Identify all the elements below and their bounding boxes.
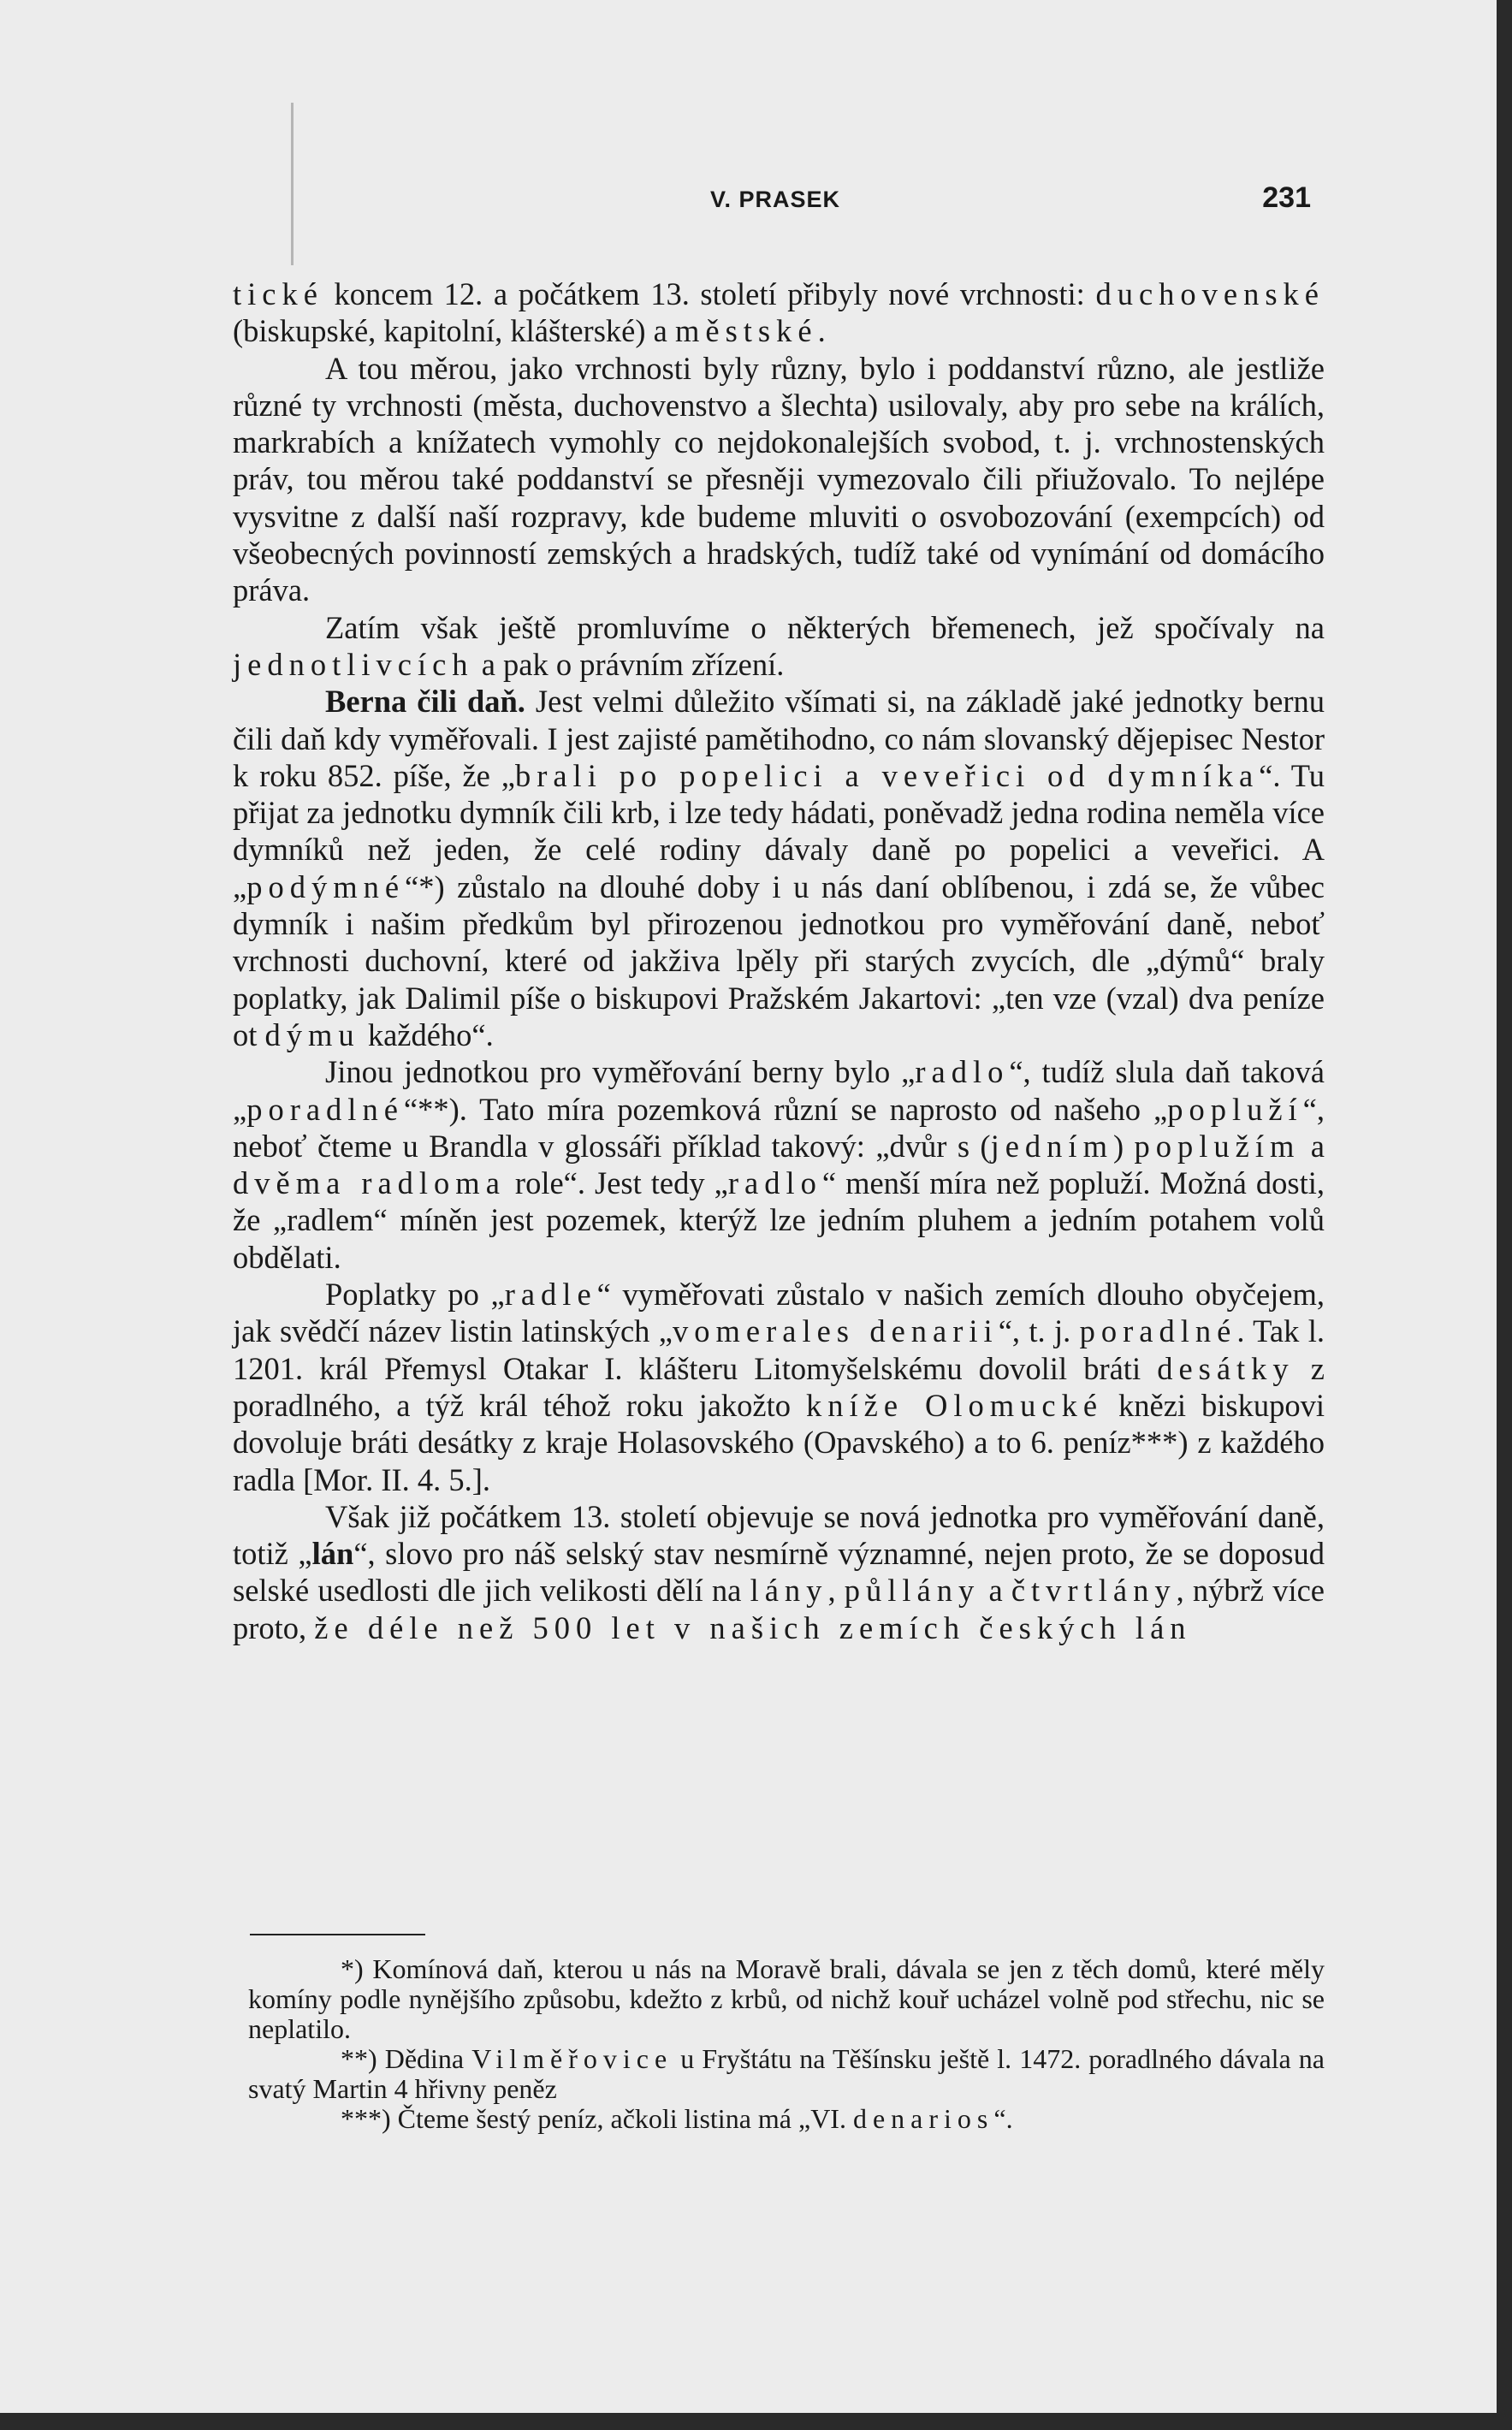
section-heading: Berna čili daň. — [325, 684, 525, 720]
spaced-word: dvěma radloma — [233, 1165, 506, 1201]
spaced-word: radlo — [915, 1054, 1010, 1090]
spaced-word: městské — [674, 313, 818, 349]
footnotes — [248, 1954, 1325, 2134]
paragraph-radlo: Jinou jednotkou pro vyměřování berny bylo „radlo“, tudíž slula daň taková „poradlné“**). Tato míra pozemková různí se naprosto od našeho „popluží“, neboť čteme u Brandla v glossáři příklad takový: „dvůr s (jedním) poplužím a dvěma radloma role“. Jest tedy „radlo“ menší míra než popluží. Možná dosti, že „radlem“ míněn jest pozemek, kterýž lze jedním pluhem a jedním potahem volů obdělati. — [233, 1054, 1325, 1275]
spaced-word: popluží — [1167, 1091, 1303, 1127]
spaced-word: že déle než 500 let v našich zemích českých lán — [314, 1609, 1192, 1645]
spaced-word: poradlné — [246, 1091, 404, 1127]
spaced-word: radle — [504, 1277, 597, 1313]
paragraph-lan: Však již počátkem 13. století objevuje se nová jednotka pro vyměřování daně, totiž „lán“, slovo pro náš selský stav nesmírně významné, nejen proto, že se doposud selské usedlosti dle jich velikosti dělí na lány, půllány a čtvrtlány, nýbrž více proto, že déle než 500 let v našich zemích českých lán — [233, 1498, 1325, 1645]
page-number: 231 — [1262, 181, 1311, 214]
spaced-word: duchovenské — [1095, 276, 1325, 311]
bold-word: lán — [311, 1536, 354, 1572]
spaced-word: radlo — [727, 1165, 822, 1201]
spaced-word: Vilměřovice — [471, 2043, 673, 2074]
spaced-word: tické — [233, 276, 323, 311]
spaced-word: jednotlivcích — [233, 646, 474, 682]
paragraph-3: Zatím však ještě promluvíme o některých břemenech, jež spočívaly na jednotlivcích a pak o právním zřízení. — [233, 609, 1325, 682]
running-head: V. PRASEK — [710, 187, 841, 212]
spaced-word: půllány — [844, 1573, 981, 1609]
spaced-word: dýmu — [264, 1016, 360, 1052]
footnote-2: **) Dědina Vilměřovice u Fryštátu na Těšínsku ještě l. 1472. poradlného dávala na svatý Martin 4 hřivny peněz — [248, 2043, 1325, 2104]
spaced-word: čtvrtlány — [1011, 1573, 1177, 1609]
spaced-word: brali po popelici a veveřici od dymníka — [514, 757, 1260, 793]
footnote-3: ***) Čteme šestý peníz, ačkoli listina má „VI. denarios“. — [341, 2103, 1013, 2134]
spaced-word: kníže Olomucké — [805, 1387, 1104, 1423]
spaced-word: denarios — [852, 2103, 994, 2134]
footnote-1: *) Komínová daň, kterou u nás na Moravě brali, dávala se jen z těch domů, které měly komíny podle nynějšího způsobu, kdežto z krbů, od nichž kouř ucházel volně pod střechu, nic se neplatilo. — [248, 1953, 1325, 2044]
paragraph-2: A tou měrou, jako vrchnosti byly různy, bylo i poddanství různo, ale jestliže různé ty vrchnosti (města, duchovenstvo a šlechta) usilovaly, aby pro sebe na králích, markrabích a knížatech vymohly co nejdokonalejších svobod, t. j. vrchnostenských práv, tou měrou také poddanství se přesněji vymezovalo čili přiužovalo. To nejlépe vysvitne z další naší rozpravy, kde budeme mluviti o osvobozování (exempcích) od všeobecných povinností zemských a hradských, tudíž také od vynímání od domácího práva. — [233, 350, 1325, 608]
spaced-word: poplužím — [1134, 1128, 1301, 1164]
scan-edge-right — [1497, 0, 1512, 2430]
paragraph-1: tické koncem 12. a počátkem 13. století přibyly nové vrchnosti: duchovenské (biskupské, kapitolní, klášterské) a městské. — [233, 276, 1325, 349]
scan-edge-bottom — [0, 2413, 1512, 2430]
spaced-word: jedním — [990, 1128, 1113, 1164]
spaced-word: lány — [750, 1573, 828, 1609]
spaced-word: desátky — [1157, 1350, 1295, 1386]
page-header — [231, 181, 1311, 224]
footnote-divider — [250, 1934, 425, 1935]
paragraph-poplatky: Poplatky po „radle“ vyměřovati zůstalo v našich zemích dlouho obyčejem, jak svědčí název listin latinských „vomerales denarii“, t. j. poradlné. Tak l. 1201. král Přemysl Otakar I. klášteru Litomyšelskému dovolil bráti desátky z poradlného, a týž král téhož roku jakožto kníže Olomucké knězi biskupovi dovoluje bráti desátky z kraje Holasovského (Opavského) a to 6. peníz***) z každého radla [Mor. II. 4. 5.]. — [233, 1277, 1325, 1497]
main-text — [233, 276, 1325, 1646]
spaced-word: podýmné — [246, 868, 406, 904]
spaced-word: poradlné — [1079, 1313, 1237, 1349]
paragraph-berna: Berna čili daň. Jest velmi důležito všímati si, na základě jaké jednotky bernu čili daň kdy vyměřovali. I jest zajisté pamětihodno, co nám slovanský dějepisec Nestor k roku 852. píše, že „brali po popelici a veveřici od dymníka“. Tu přijat za jednotku dymník čili krb, i lze tedy hádati, poněvadž jedna rodina neměla více dymníků než jeden, že celé rodiny dávaly daně po popelici a veveřici. A „podýmné“*) zůstalo na dlouhé doby i u nás daní oblíbenou, i zdá se, že vůbec dymník i našim předkům byl přirozenou jednotkou pro vyměřování daně, neboť vrchnosti duchovní, které od jakživa lpěly při starých zvycích, dle „dýmů“ braly poplatky, jak Dalimil píše o biskupovi Pražském Jakartovi: „ten vze (vzal) dva peníze ot dýmu každého“. — [233, 684, 1325, 1052]
spaced-word: vomerales denarii — [673, 1313, 999, 1349]
